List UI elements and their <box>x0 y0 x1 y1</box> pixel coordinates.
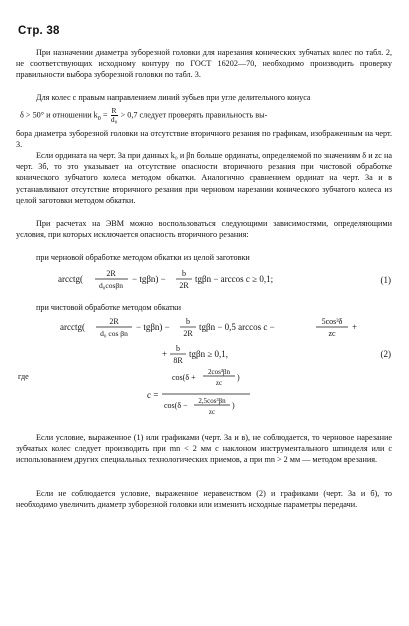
paragraph-7 <box>16 432 392 466</box>
paragraph-2-rest: бора диаметра зуборезной головки на отсутствие вторичного резания по графикам, изображенным на черт. 3. <box>16 129 392 150</box>
f2-plus: + <box>352 322 358 332</box>
f3-num-frac-den: zc <box>215 379 223 387</box>
f2-frac4-den: 8R <box>173 356 183 365</box>
formula-2-svg <box>0 312 409 372</box>
f1-frac2-num: b <box>182 269 186 278</box>
f3-den-frac-num: 2,5cos³βn <box>198 397 226 405</box>
f2-frac3-den: zc <box>328 329 336 338</box>
condition-fraction-den: d₀ <box>110 115 118 124</box>
condition-fraction-num: R <box>111 106 117 115</box>
paragraph-5-text: при черновой обработке методом обкатки из целой заготовки <box>36 253 250 262</box>
f3-lhs: c = <box>147 390 159 400</box>
paragraph-1 <box>16 47 392 81</box>
condition-line: δ > 50° и отношении $k_0$ = $\frac{R}{\text{d₀}}$ > 0,7 следует проверять правильность вы- <box>20 106 268 124</box>
f3-den-frac-den: zc <box>208 408 216 416</box>
formula-3-svg <box>0 364 409 428</box>
f1-tail: tgβn − arccos c ≥ 0,1; <box>195 274 274 284</box>
f2-frac2-num: b <box>186 317 190 326</box>
paragraph-4 <box>16 218 392 240</box>
f3-den-close: ) <box>232 401 235 410</box>
f2-frac1-num: 2R <box>109 317 119 326</box>
formula-1-number: (1) <box>380 275 391 285</box>
f3-den-text: cos(δ − <box>164 401 188 410</box>
paragraph-8-text: Если не соблюдается условие, выраженное неравенством (2) и графиками (черт. 3а и б), то необходимо увеличить диаметр зуборезной головки или изменить исходные параметры передачи. <box>16 489 392 510</box>
f2-frac2-den: 2R <box>183 329 193 338</box>
f1-frac1-num: 2R <box>106 269 116 278</box>
f2-frac1-den: d₀ cos βn <box>100 329 128 338</box>
f1-frac1-den: d₀cosβn <box>99 281 123 290</box>
page-number-header: Стр. 38 <box>18 25 60 37</box>
f2-frac4-num: b <box>176 344 180 353</box>
formula-2 <box>0 312 409 372</box>
paragraph-4-text: При расчетах на ЭВМ можно воспользоваться следующими зависимостями, определяющими условия, при которых исключается опасность вторичного резания: <box>16 219 392 240</box>
where-label: где <box>18 372 29 381</box>
condition-part-a: δ > 50° и отношении k <box>20 110 98 120</box>
condition-eq: = <box>102 110 108 120</box>
f3-num-close: ) <box>237 373 240 382</box>
paragraph-7-text: Если условие, выраженное (1) или графиками (черт. 3а и в), не соблюдается, то черновое нарезание зубчатых колес следует производить при mn < 2 мм с наклоном инструментального шпинделя или с использованием других специальных технологических приемов, а при mn > 2 мм — методом врезания. <box>16 433 392 465</box>
condition-part-b: > 0,7 следует проверять правильность вы- <box>120 110 268 120</box>
formula-1-svg <box>0 262 409 302</box>
condition-fraction <box>111 107 118 124</box>
f1-lhs: arcctg( <box>58 274 83 284</box>
f2-lhs: arcctg( <box>60 322 85 332</box>
paragraph-1-text: При назначении диаметра зуборезной головки для нарезания конических зубчатых колес по табл. 2, не соответствующих исходному контуру по ГОСТ 16202—70, необходимо производить проверку правильности выбора зуборезной головки по табл. 3. <box>16 48 392 80</box>
f2-mid: tgβn − 0,5 arccos c − <box>199 322 275 332</box>
f2-minus-tg: − tgβn) − <box>136 322 170 332</box>
formula-3 <box>0 364 409 424</box>
f2-line2-tail: tgβn ≥ 0,1, <box>189 349 229 359</box>
f1-frac2-den: 2R <box>179 281 189 290</box>
f3-num-text: cos(δ + <box>172 373 196 382</box>
paragraph-6-text: при чистовой обработке методом обкатки <box>36 303 182 312</box>
f1-minus-tg: − tgβn) − <box>132 274 166 284</box>
paragraph-3-text: Если ордината на черт. 3а при данных k₀ и βn больше ординаты, определяемой по значениям δ и zc на черт. 3б, то это указывает на отсутствие опасности вторичного резания при чистовой обработке конического зубчатого колеса методом обкатки. Аналогично сравнением ординат на черт. 3а и в устанавливают отсутствие вторичного резания при черновом нарезании конического зубчатого колеса из целой заготовки методом обкатки. <box>16 151 392 205</box>
paragraph-3 <box>16 150 392 206</box>
f3-num-frac-num: 2cos³βn <box>208 368 230 376</box>
paragraph-2-text: Для колес с правым направлением линий зубьев при угле делительного конуса <box>36 93 311 102</box>
paragraph-2 <box>16 92 392 103</box>
f2-line2-plus: + <box>162 349 168 359</box>
paragraph-8 <box>16 488 392 510</box>
formula-2-number: (2) <box>380 349 391 359</box>
f2-frac3-num: 5cos³δ <box>321 317 343 326</box>
